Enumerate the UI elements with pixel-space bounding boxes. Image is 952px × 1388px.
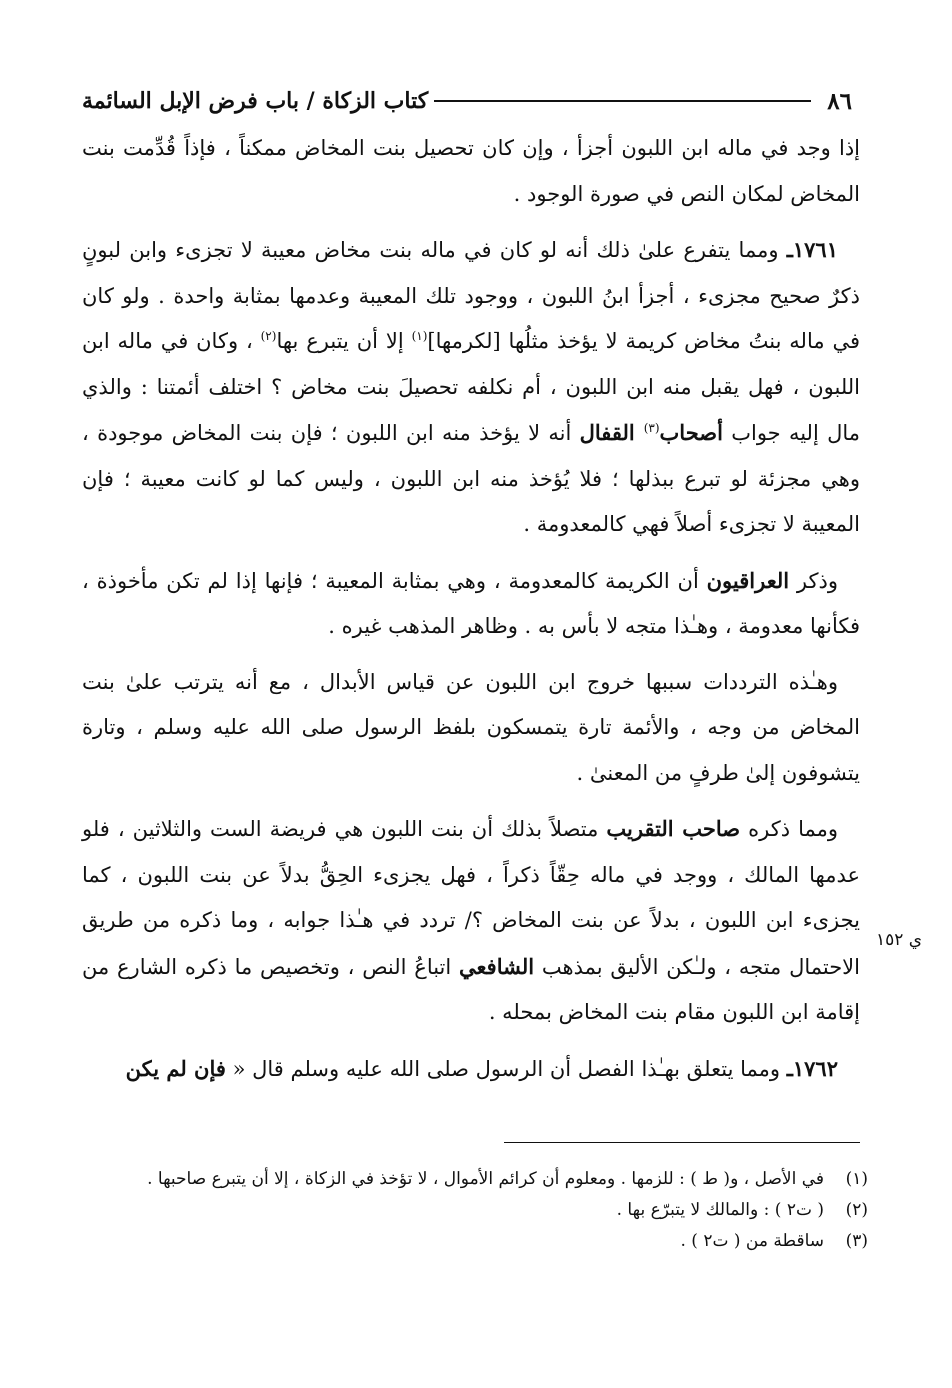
name-iraqiyun: العراقيون [706, 567, 790, 593]
footnote-text: في الأصل ، و( ط ) : للزمها . ومعلوم أن كرائم الأموال ، لا تؤخذ في الزكاة ، إلا أن يتبرع صاحبها . [147, 1169, 824, 1189]
running-title: كتاب الزكاة / باب فرض الإبل السائمة [82, 88, 429, 114]
footnote-ref-1: (١) [411, 329, 428, 343]
paragraph-number: ١٧٦٢ـ [786, 1055, 838, 1081]
footnote-number: (١) [845, 1169, 868, 1189]
footnotes [82, 1164, 868, 1257]
footnote-2 [82, 1195, 868, 1226]
footnote-number: (٣) [845, 1231, 868, 1251]
paragraph-1762: ١٧٦٢ـ ومما يتعلق بهـٰذا الفصل أن الرسول صلى الله عليه وسلم قال « فإن لم يكن [125, 1055, 838, 1081]
paragraph-1761: ١٧٦١ـ ومما يتفرع علىٰ ذلك أنه لو كان في ماله بنت مخاض معيبة لا تجزىء وابن لبونٍ ذكرٌ صحيح مجزىء ، أجزأ ابنُ اللبون ، ووجود تلك المعيبة وعدمها بمثابة واحدة . ولو كان في ماله بنتُ مخاض كريمة لا يؤخذ مثلُها [لكرمها]$^{(١)}$ إلا أن يتبرع بها$^{(٢)}$ ، وكان في ماله ابن اللبون ، فهل يقبل منه ابن اللبون ، أم نكلفه تحصيلَ بنت مخاض ؟ اختلف أئمتنا : والذي مال إليه جواب أصحاب$^{(٣)}$ القفال أنه لا يؤخذ منه ابن اللبون ؛ فإن بنت المخاض موجودة ، وهي مجزئة لو تبرع ببذلها ؛ فلا يُؤخذ منه ابن اللبون ، وليس كما لو كانت معيبة ؛ فإن المعيبة لا تجزىء أصلاً فهي كالمعدومة . [82, 237, 861, 536]
name-ashab: أصحاب [659, 420, 723, 445]
body-text [82, 126, 860, 1102]
footnote-ref-3: (٣) [643, 421, 660, 435]
margin-note: ي ١٥٢ [876, 930, 923, 950]
header-rule [434, 100, 811, 102]
quote-bold: فإن لم يكن [125, 1055, 226, 1081]
page-number: ٨٦ [827, 87, 852, 115]
paragraph-1: إذا وجد في ماله ابن اللبون أجزأ ، وإن كان تحصيل بنت المخاض ممكناً ، فإذاً قُدِّمت بنت المخاض لمكان النص في صورة الوجود . [82, 136, 860, 206]
footnote-rule [504, 1142, 860, 1143]
paragraph-taqrib: ومما ذكره صاحب التقريب متصلاً بذلك أن بنت اللبون هي فريضة الست والثلاثين ، فلو عدمها المالك ، ووجد في ماله حِقّاً ذكراً ، فهل يجزىء الحِقُّ بدلاً عن بنت اللبون ، كما يجزىء ابن اللبون ، بدلاً عن بنت المخاض ؟/ تردد في هـٰذا جوابه ، وما ذكره من طريق الاحتمال متجه ، ولـٰكن الأليق بمذهب الشافعي اتباعُ النص ، وتخصيص ما ذكره الشارع من إقامة ابن اللبون مقام بنت المخاض بمحله . [82, 816, 860, 1024]
footnote-number: (٢) [845, 1200, 868, 1220]
footnote-text: ( ت٢ ) : والمالك لا يتبرّع بها . [616, 1200, 824, 1220]
paragraph-taraddudat: وهـٰذه الترددات سببها خروج ابن اللبون عن قياس الأبدال ، مع أنه يترتب علىٰ بنت المخاض من وجه ، والأئمة تارة يتمسكون بلفظ الرسول صلى الله عليه وسلم ، وتارة يتشوفون إلىٰ طرفٍ من المعنىٰ . [82, 669, 860, 785]
name-sahib-al-taqrib: صاحب التقريب [606, 816, 741, 841]
footnote-3 [82, 1226, 868, 1257]
footnote-text: ساقطة من ( ت٢ ) . [680, 1231, 824, 1251]
name-qaffal: القفال [579, 420, 644, 445]
name-shafii: الشافعي [459, 953, 535, 979]
page-header [82, 84, 852, 118]
footnote-1 [82, 1164, 868, 1195]
paragraph-number: ١٧٦١ـ [786, 237, 838, 262]
footnote-ref-2: (٢) [260, 329, 277, 343]
paragraph-iraqiyun: وذكر العراقيون أن الكريمة كالمعدومة ، وهي بمثابة المعيبة ؛ فإنها إذا لم تكن مأخوذة ، فكأنها معدومة ، وهـٰذا متجه لا بأس به . وظاهر المذهب غيره . [82, 567, 860, 638]
